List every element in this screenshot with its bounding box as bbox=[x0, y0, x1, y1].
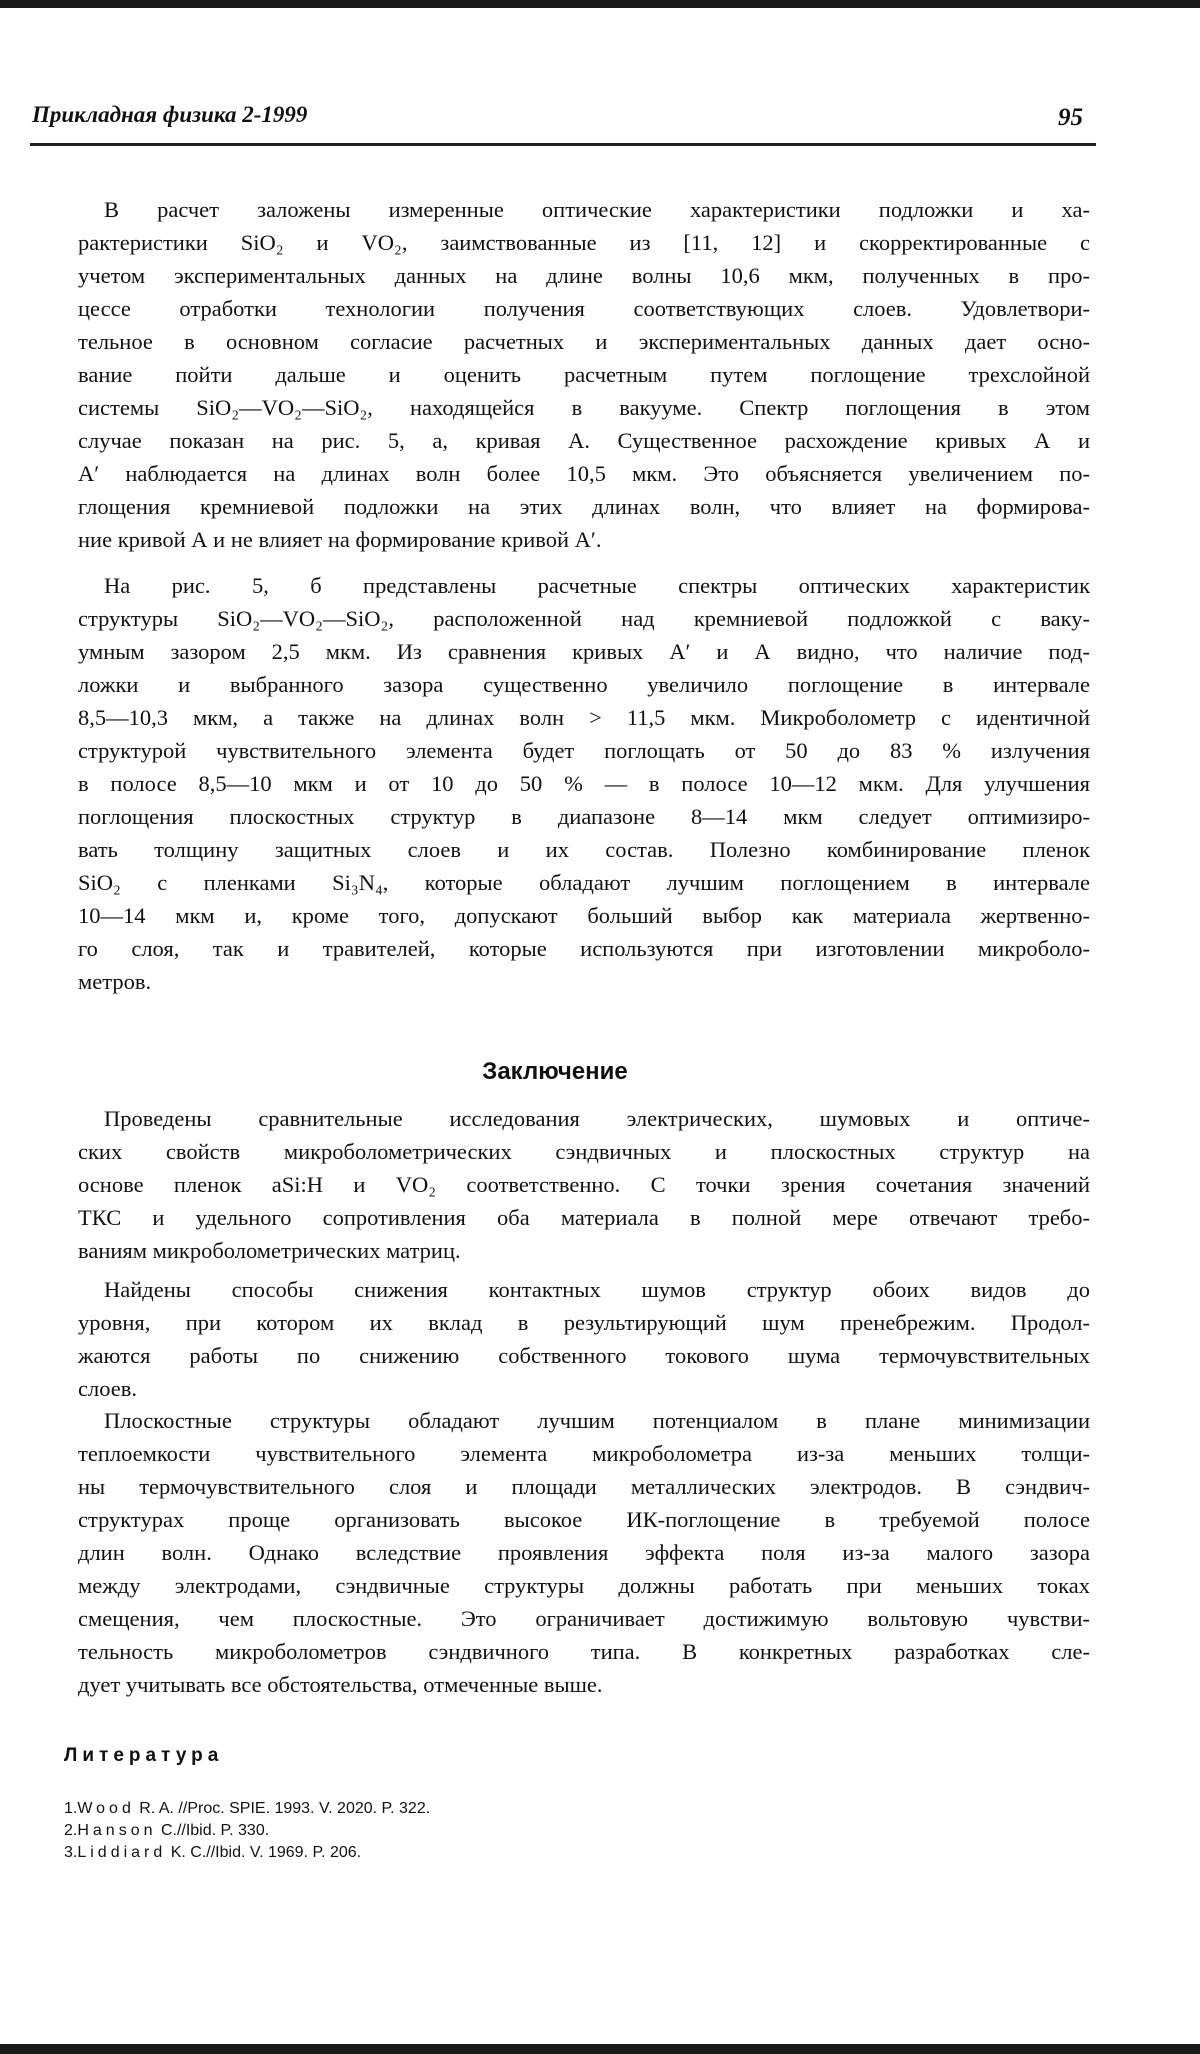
text-line: жаются работы по снижению собственного токового шума термочувствительных bbox=[78, 1343, 1090, 1368]
text-line: системы SiO₂—VO₂—SiO₂, находящейся в вакууме. Спектр поглощения в этом bbox=[78, 395, 1090, 420]
text-line: теплоемкости чувствительного элемента микроболометра из-за меньших толщи- bbox=[78, 1441, 1090, 1466]
text-line: ских свойств микроболометрических сэндвичных и плоскостных структур на bbox=[78, 1139, 1090, 1164]
text-line: уровня, при котором их вклад в результирующий шум пренебрежим. Продол- bbox=[78, 1310, 1090, 1335]
text-line: дует учитывать все обстоятельства, отмеченные выше. bbox=[78, 1672, 603, 1697]
text-line: вание пойти дальше и оценить расчетным путем поглощение трехслойной bbox=[78, 362, 1090, 387]
scan-border-bottom bbox=[0, 2044, 1200, 2054]
text-line: смещения, чем плоскостные. Это ограничивает достижимую вольтовую чувстви- bbox=[78, 1606, 1090, 1631]
text-line: ние кривой А и не влияет на формирование кривой А′. bbox=[78, 527, 602, 552]
reference-number: 2. bbox=[64, 1822, 78, 1839]
text-line: тельное в основном согласие расчетных и экспериментальных данных дает осно- bbox=[78, 329, 1090, 354]
text-line: А′ наблюдается на длинах волн более 10,5 мкм. Это объясняется увеличением по- bbox=[78, 461, 1090, 486]
text-line: вать толщину защитных слоев и их состав. Полезно комбинирование пленок bbox=[78, 837, 1090, 862]
text-line: поглощения плоскостных структур в диапазоне 8—14 мкм следует оптимизиро- bbox=[78, 804, 1090, 829]
text-line: SiO₂ с пленками Si₃N₄, которые обладают лучшим поглощением в интервале bbox=[78, 870, 1090, 895]
reference-item bbox=[64, 1800, 430, 1818]
text-line: в полосе 8,5—10 мкм и от 10 до 50 % — в полосе 10—12 мкм. Для улучшения bbox=[78, 771, 1090, 796]
text-line: структурах проще организовать высокое ИК-поглощение в требуемой полосе bbox=[78, 1507, 1090, 1532]
header-rule bbox=[30, 143, 1096, 146]
reference-item bbox=[64, 1822, 269, 1840]
text-line: ТКС и удельного сопротивления оба материала в полной мере отвечают требо- bbox=[78, 1205, 1090, 1230]
text-line: ложки и выбранного зазора существенно увеличило поглощение в интервале bbox=[78, 672, 1090, 697]
text-line: основе пленок aSi:H и VO₂ соответственно. С точки зрения сочетания значений bbox=[78, 1172, 1090, 1197]
text-line: слоев. bbox=[78, 1376, 137, 1401]
text-line: случае показан на рис. 5, а, кривая А. Существенное расхождение кривых А и bbox=[78, 428, 1090, 453]
text-line: рактеристики SiO₂ и VO₂, заимствованные из [11, 12] и скорректированные с bbox=[78, 230, 1090, 255]
text-line: глощения кремниевой подложки на этих длинах волн, что влияет на формирова- bbox=[78, 494, 1090, 519]
text-line: цессе отработки технологии получения соответствующих слоев. Удовлетвори- bbox=[78, 296, 1090, 321]
text-line: Найдены способы снижения контактных шумов структур обоих видов до bbox=[104, 1277, 1090, 1302]
text-line: Проведены сравнительные исследования электрических, шумовых и оптиче- bbox=[104, 1106, 1090, 1131]
references-heading: Литература bbox=[64, 1745, 224, 1766]
text-line: умным зазором 2,5 мкм. Из сравнения кривых А′ и А видно, что наличие под- bbox=[78, 639, 1090, 664]
page-number: 95 bbox=[1058, 104, 1083, 131]
reference-number: 1. bbox=[64, 1800, 78, 1817]
reference-author: Liddiard bbox=[77, 1844, 167, 1861]
text-line: структурой чувствительного элемента будет поглощать от 50 до 83 % излучения bbox=[78, 738, 1090, 763]
text-line: ны термочувствительного слоя и площади металлических электродов. В сэндвич- bbox=[78, 1474, 1090, 1499]
running-header-journal: Прикладная физика 2-1999 bbox=[32, 102, 308, 127]
text-line: структуры SiO₂—VO₂—SiO₂, расположенной над кремниевой подложкой с ваку- bbox=[78, 606, 1090, 631]
section-heading-conclusion: Заключение bbox=[482, 1058, 628, 1085]
text-line: ваниям микроболометрических матриц. bbox=[78, 1238, 461, 1263]
text-line: го слоя, так и травителей, которые используются при изготовлении микроболо- bbox=[78, 936, 1090, 961]
text-line: учетом экспериментальных данных на длине волны 10,6 мкм, полученных в про- bbox=[78, 263, 1090, 288]
reference-details: K. C.//Ibid. V. 1969. P. 206. bbox=[166, 1844, 362, 1861]
text-line: тельность микроболометров сэндвичного типа. В конкретных разработках сле- bbox=[78, 1639, 1090, 1664]
scan-border-top bbox=[0, 0, 1200, 8]
text-line: метров. bbox=[78, 969, 152, 994]
text-line: длин волн. Однако вследствие проявления эффекта поля из-за малого зазора bbox=[78, 1540, 1090, 1565]
reference-author: Wood bbox=[77, 1800, 135, 1817]
reference-number: 3. bbox=[64, 1844, 78, 1861]
text-line: Плоскостные структуры обладают лучшим потенциалом в плане минимизации bbox=[104, 1408, 1090, 1433]
text-line: На рис. 5, б представлены расчетные спектры оптических характеристик bbox=[104, 573, 1090, 598]
text-line: 8,5—10,3 мкм, а также на длинах волн > 11,5 мкм. Микроболометр с идентичной bbox=[78, 705, 1090, 730]
reference-item bbox=[64, 1844, 361, 1862]
reference-author: Hanson bbox=[77, 1822, 157, 1839]
text-line: 10—14 мкм и, кроме того, допускают больший выбор как материала жертвенно- bbox=[78, 903, 1090, 928]
reference-details: R. A. //Proc. SPIE. 1993. V. 2020. P. 322. bbox=[134, 1800, 431, 1817]
reference-details: C.//Ibid. P. 330. bbox=[156, 1822, 270, 1839]
text-line: В расчет заложены измеренные оптические характеристики подложки и ха- bbox=[104, 197, 1090, 222]
text-line: между электродами, сэндвичные структуры должны работать при меньших токах bbox=[78, 1573, 1090, 1598]
